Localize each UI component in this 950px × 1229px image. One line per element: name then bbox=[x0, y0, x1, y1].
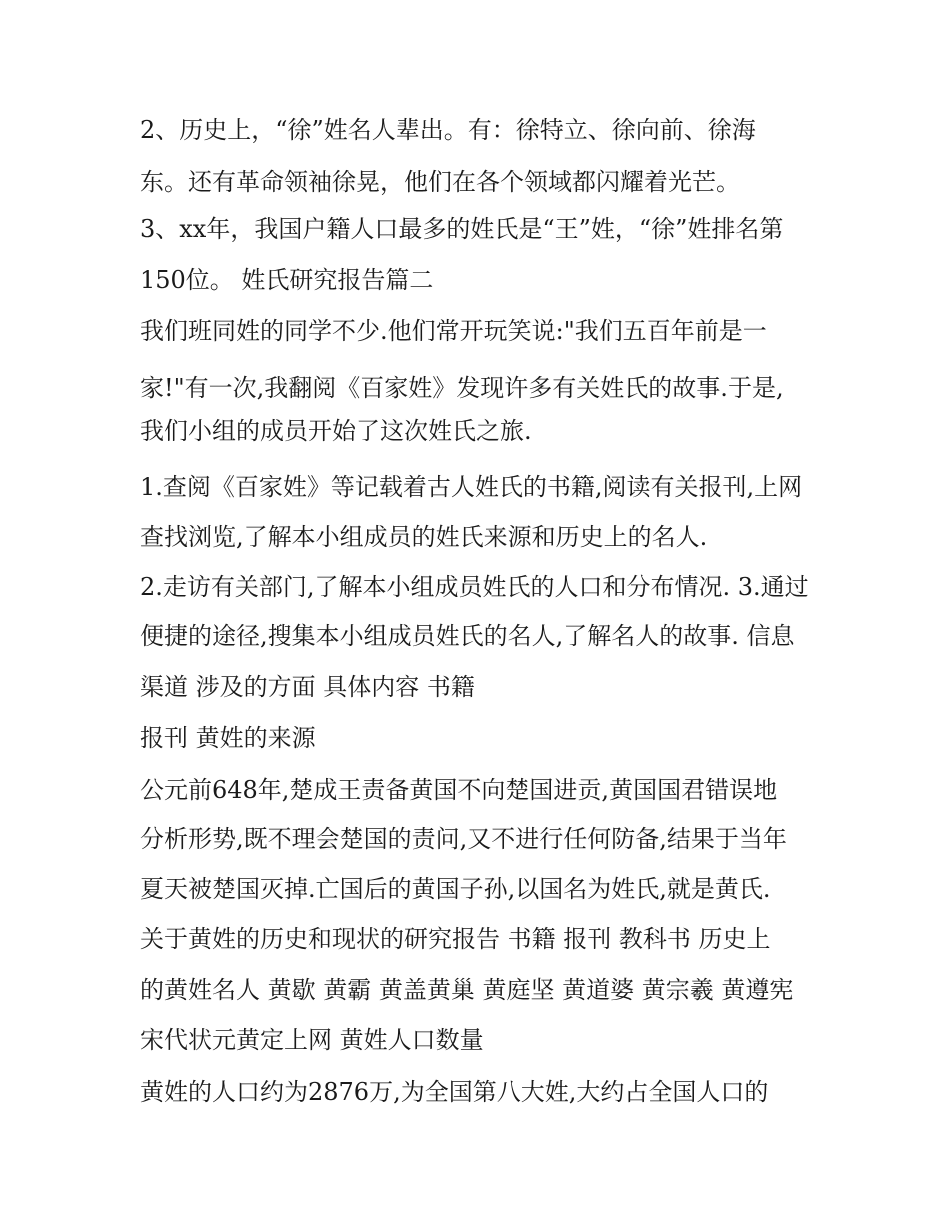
text-line: 的黄姓名人 黄歇 黄霸 黄盖黄巢 黄庭坚 黄道婆 黄宗羲 黄遵宪 bbox=[140, 976, 794, 1004]
text-line: 分析形势,既不理会楚国的责问,又不进行任何防备,结果于当年 bbox=[140, 825, 787, 853]
text-line: 便捷的途径,搜集本小组成员姓氏的名人,了解名人的故事. 信息 bbox=[140, 622, 795, 650]
text-line: 报刊 黄姓的来源 bbox=[140, 724, 316, 752]
text-line: 渠道 涉及的方面 具体内容 书籍 bbox=[140, 673, 475, 701]
text-line: 2.走访有关部门,了解本小组成员姓氏的人口和分布情况. 3.通过 bbox=[140, 573, 809, 601]
text-line: 查找浏览,了解本小组成员的姓氏来源和历史上的名人. bbox=[140, 523, 708, 551]
text-line: 3、xx年，我国户籍人口最多的姓氏是“王”姓，“徐”姓排名第 bbox=[140, 215, 784, 243]
text-line: 1.查阅《百家姓》等记载着古人姓氏的书籍,阅读有关报刊,上网 bbox=[140, 473, 803, 501]
text-line: 关于黄姓的历史和现状的研究报告 书籍 报刊 教科书 历史上 bbox=[140, 925, 771, 953]
text-line: 公元前648年,楚成王责备黄国不向楚国进贡,黄国国君错误地 bbox=[140, 776, 778, 804]
text-line: 我们小组的成员开始了这次姓氏之旅. bbox=[140, 417, 532, 445]
text-line: 2、历史上，“徐”姓名人辈出。有：徐特立、徐向前、徐海 bbox=[140, 116, 756, 144]
text-line: 150位。 姓氏研究报告篇二 bbox=[140, 266, 434, 294]
text-line: 宋代状元黄定上网 黄姓人口数量 bbox=[140, 1026, 484, 1054]
text-line: 我们班同姓的同学不少.他们常开玩笑说:"我们五百年前是一 bbox=[140, 317, 767, 345]
text-line: 夏天被楚国灭掉.亡国后的黄国子孙,以国名为姓氏,就是黄氏. bbox=[140, 875, 771, 903]
text-line: 黄姓的人口约为2876万,为全国第八大姓,大约占全国人口的 bbox=[140, 1078, 769, 1106]
text-line: 家!"有一次,我翻阅《百家姓》发现许多有关姓氏的故事.于是, bbox=[140, 374, 784, 402]
text-line: 东。还有革命领袖徐晃，他们在各个领域都闪耀着光芒。 bbox=[140, 168, 740, 196]
